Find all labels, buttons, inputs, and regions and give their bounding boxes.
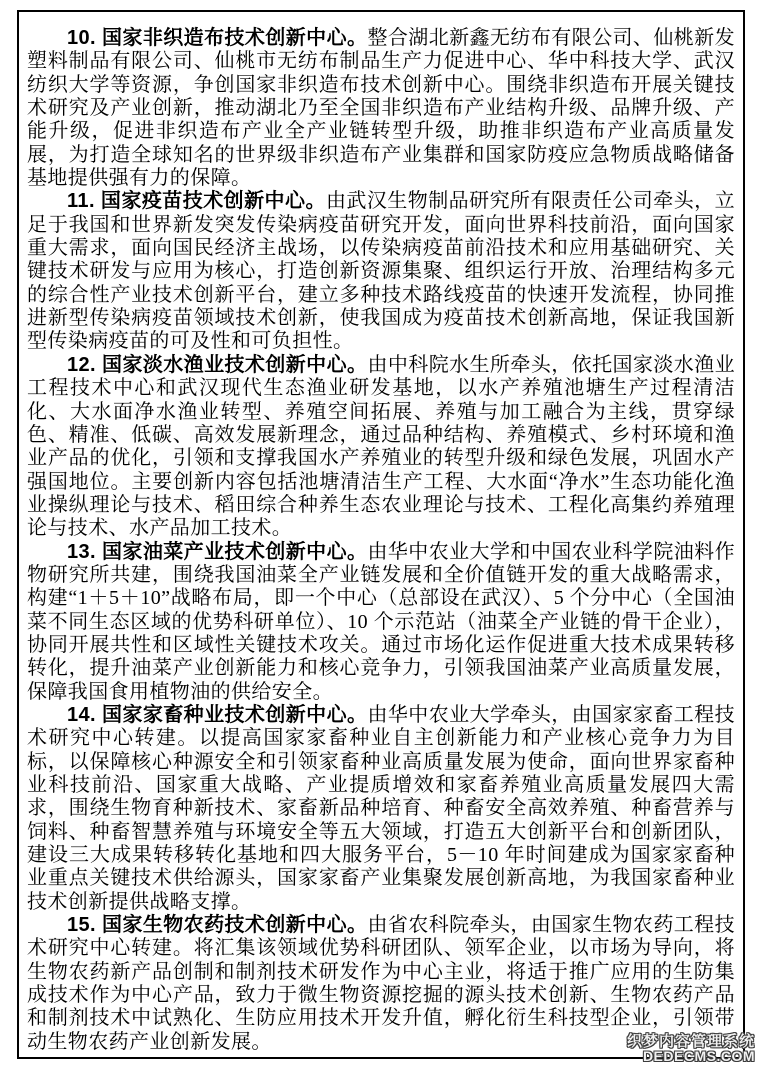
watermark-chinese-text: 织梦内容管理系统: [626, 1033, 755, 1050]
cms-watermark: [627, 1034, 755, 1063]
paragraph-15-heading: 15. 国家生物农药技术创新中心。: [67, 914, 368, 937]
paragraph-12: [27, 354, 735, 541]
paragraph-14-heading: 14. 国家家畜种业技术创新中心。: [67, 703, 368, 726]
paragraph-12-heading: 12. 国家淡水渔业技术创新中心。: [67, 353, 368, 376]
paragraph-10: [27, 27, 735, 190]
paragraph-13-heading: 13. 国家油菜产业技术创新中心。: [67, 540, 368, 563]
watermark-dedecms-text: DEDECMS.COM: [642, 1048, 755, 1064]
paragraph-11-body: 由武汉生物制品研究所有限责任公司牵头，立足于我国和世界新发突发传染病疫苗研究开发，面向世界科技前沿，面向国家重大需求，面向国民经济主战场，以传染病疫苗前沿技术和应用基础研究、关键技术研发与应用为核心，打造创新资源集聚、组织运行开放、治理结构多元的综合性产业技术创新平台，建立多种技术路线疫苗的快速开发流程，协同推进新型传染病疫苗领域技术创新，使我国成为疫苗技术创新高地，保证我国新型传染病疫苗的可及性和可负担性。: [27, 190, 736, 353]
paragraph-10-body: 整合湖北新鑫无纺布有限公司、仙桃新发塑料制品有限公司、仙桃市无纺布制品生产力促进中心、华中科技大学、武汉纺织大学等资源，争创国家非织造布技术创新中心。围绕非织造布开展关键技术研究及产业创新，推动湖北乃至全国非织造布产业结构升级、品牌升级、产能升级，促进非织造布产业全产业链转型升级，助推非织造布产业高质量发展，为打造全球知名的世界级非织造布产业集群和国家防疫应急物质战略储备基地提供强有力的保障。: [27, 27, 735, 190]
paragraph-10-heading: 10. 国家非织造布技术创新中心。: [67, 27, 368, 49]
paragraph-13: [27, 541, 735, 704]
paragraph-11-heading: 11. 国家疫苗技术创新中心。: [67, 190, 326, 213]
paragraph-15-body: 由省农科院牵头，由国家生物农药工程技术研究中心转建。将汇集该领域优势科研团队、领军企业，以市场为导向，将生物农药新产品创制和制剂技术研发作为中心主业，将适于推广应用的生防集成技术作为中心产品，致力于微生物资源挖掘的源头技术创新、生物农药产品和制剂技术中试熟化、生防应用技术开发升值，孵化衍生科技型企业，引领带动生物农药产业创新发展。: [27, 914, 735, 1053]
page-border: [17, 10, 755, 1064]
paragraph-14: [27, 704, 735, 914]
paragraph-13-body: 由华中农业大学和中国农业科学院油料作物研究所共建，围绕我国油菜全产业链发展和全价值链开发的重大战略需求，构建“1＋5＋10”战略布局，即一个中心（总部设在武汉）、5 个分中心（全国油菜不同生态区域的优势科研单位）、10 个示范站（油菜全产业链的骨干企业），协同开展共性和区域性关键技术攻关。通过市场化运作促进重大技术成果转移转化，提升油菜产业创新能力和核心竞争力，引领我国油菜产业高质量发展，保障我国食用植物油的供给安全。: [27, 540, 735, 703]
paragraph-14-body: 由华中农业大学牵头，由国家家畜工程技术研究中心转建。以提高国家家畜种业自主创新能力和产业核心竞争力为目标，以保障核心种源安全和引领家畜种业高质量发展为使命，面向世界家畜种业科技前沿、国家重大战略、产业提质增效和家畜养殖业高质量发展四大需求，围绕生物育种新技术、家畜新品种培育、种畜安全高效养殖、种畜营养与饲料、种畜智慧养殖与环境安全等五大领域，打造五大创新平台和创新团队，建设三大成果转移转化基地和四大服务平台，5－10 年时间建成为国家家畜种业重点关键技术供给源头，国家家畜产业集聚发展创新高地，为我国家畜种业技术创新提供战略支撑。: [27, 703, 735, 913]
paragraph-12-body: 由中科院水生所牵头，依托国家淡水渔业工程技术中心和武汉现代生态渔业研发基地，以水产养殖池塘生产过程清洁化、大水面净水渔业转型、养殖空间拓展、养殖与加工融合为主线，贯穿绿色、精准、低碳、高效发展新理念，通过品种结构、养殖模式、乡村环境和渔业产品的优化，引领和支撑我国水产养殖业的转型升级和绿色发展，巩固水产强国地位。主要创新内容包括池塘清洁生产工程、大水面“净水”生态功能化渔业操纵理论与技术、稻田综合种养生态农业理论与技术、工程化高集约养殖理论与技术、水产品加工技术。: [27, 353, 735, 540]
paragraph-11: [27, 190, 735, 353]
